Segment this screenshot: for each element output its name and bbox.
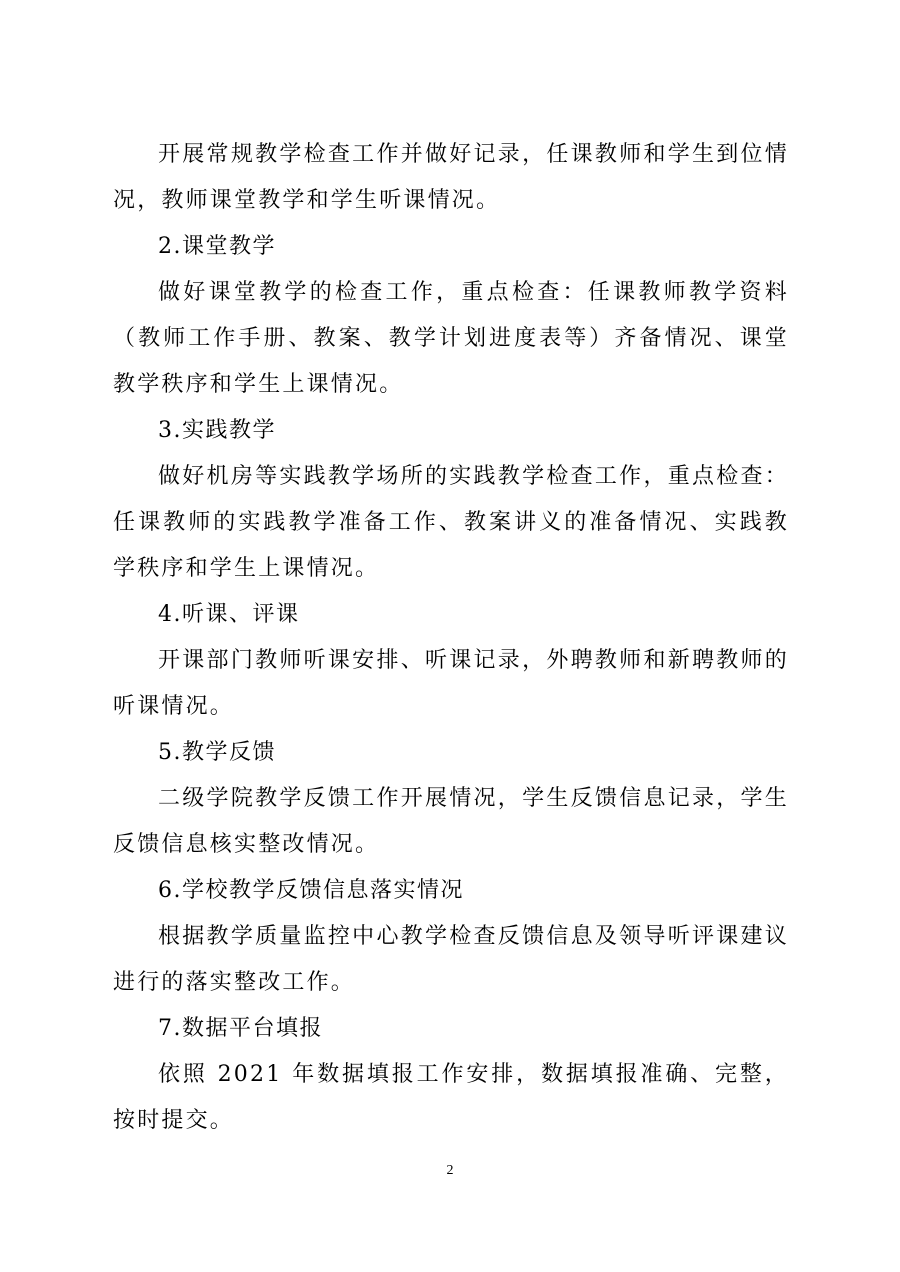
- document-body: [113, 132, 789, 1144]
- heading-practical-teaching: 3.实践教学: [158, 418, 276, 443]
- heading-lecture-observation: 4.听课、评课: [158, 602, 300, 627]
- heading-teaching-feedback: 5.教学反馈: [158, 740, 276, 765]
- paragraph-teaching-feedback: 二级学院教学反馈工作开展情况，学生反馈信息记录，学生反馈信息核实整改情况。: [113, 786, 789, 857]
- paragraph-data-platform: 依照 2021 年数据填报工作安排，数据填报准确、完整，按时提交。: [113, 1062, 789, 1133]
- paragraph-feedback-implementation: 根据教学质量监控中心教学检查反馈信息及领导听评课建议进行的落实整改工作。: [113, 924, 789, 995]
- paragraph-practical-teaching: 做好机房等实践教学场所的实践教学检查工作，重点检查：任课教师的实践教学准备工作、教案讲义的准备情况、实践教学秩序和学生上课情况。: [113, 464, 789, 581]
- heading-feedback-implementation: 6.学校教学反馈信息落实情况: [158, 878, 464, 903]
- paragraph-lecture-observation: 开课部门教师听课安排、听课记录，外聘教师和新聘教师的听课情况。: [113, 648, 789, 719]
- paragraph-routine-inspection: 开展常规教学检查工作并做好记录，任课教师和学生到位情况，教师课堂教学和学生听课情况。: [113, 142, 789, 213]
- page-number: 2: [446, 1163, 454, 1178]
- heading-data-platform: 7.数据平台填报: [158, 1016, 323, 1041]
- paragraph-classroom-teaching: 做好课堂教学的检查工作，重点检查：任课教师教学资料（教师工作手册、教案、教学计划进度表等）齐备情况、课堂教学秩序和学生上课情况。: [113, 280, 789, 397]
- heading-classroom-teaching: 2.课堂教学: [158, 234, 276, 259]
